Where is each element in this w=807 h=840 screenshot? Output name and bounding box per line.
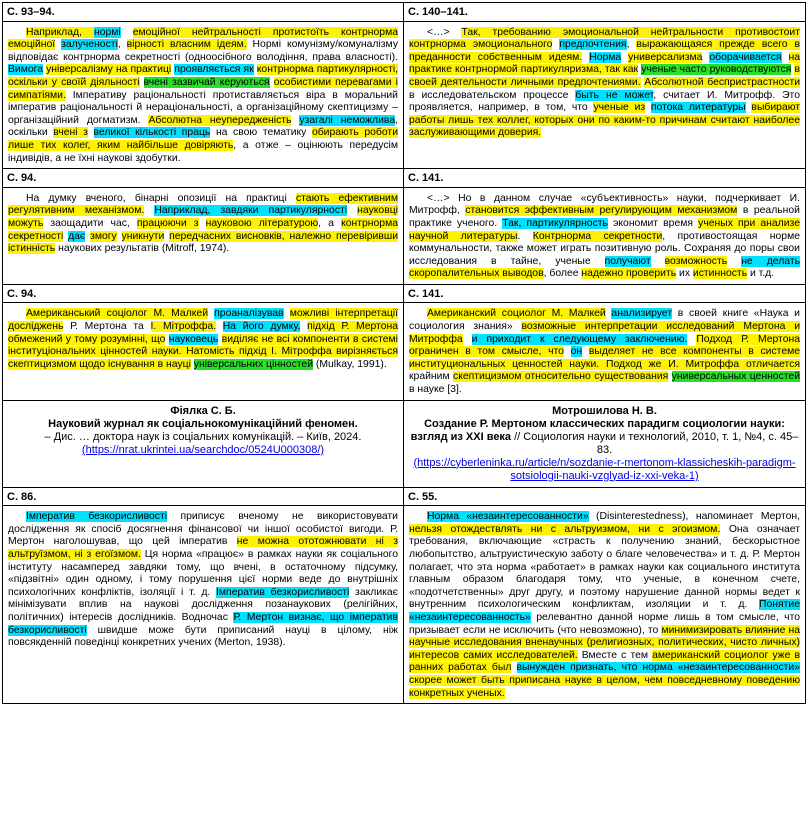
highlighted-fragment: універсальних цінностей (193, 358, 313, 370)
highlighted-fragment: Імператив безкорисливості (216, 586, 350, 598)
text-fragment: наукових результатів (Mitroff, 1974). (55, 243, 230, 255)
highlighted-fragment: Наприклад, завдяки партикулярності (154, 205, 348, 217)
highlighted-fragment: анализирует (611, 308, 673, 320)
highlighted-fragment: универсальных ценностей (671, 371, 801, 383)
text-fragment (199, 218, 206, 229)
highlighted-fragment: вчені з (53, 127, 88, 139)
highlighted-fragment: быть не может (575, 89, 654, 101)
right-source-title: Создание Р. Мертоном классических парадигм социологии науки: взгляд из XXI века (410, 417, 785, 443)
highlighted-fragment: на практике контрнормой партикуляризма, так как (409, 51, 801, 76)
text-fragment: Она означает требования, включающие «страсть к получению знаний, бескорыстное любопытство, альтруистическую заботу о благе человечества» и т. д. Р. Мертон полагает, что эта норма «работает» в рамках науки как социального института главным образом благодаря тому, что ученые, в конечном счете, «подотчетственны» друг другу, и поэтому нарушение данной нормы ведет к внутренним психологическим конфликтам, изоляции и т. д. (409, 523, 800, 611)
highlighted-fragment: Американський соціолог М. Малкей (26, 308, 209, 320)
highlighted-fragment: надежно проверить (581, 268, 677, 280)
text-fragment: закликає мінімізувати вплив на наукові дослідження позанаукових (релігійних, політичних) інтересів дослідників. Водночас (8, 586, 398, 623)
highlighted-fragment: истинность (692, 268, 748, 280)
highlighted-fragment: скептицизмом относительно существования (453, 371, 669, 383)
highlighted-fragment: предпочтения (559, 39, 627, 51)
text-fragment (651, 256, 665, 267)
text-fragment (727, 256, 741, 267)
left-source (3, 400, 404, 487)
highlighted-fragment: выбирают работы лишь тех коллег, которых они по каким-то причинам считают наиболее заслуживающими доверия. (409, 102, 801, 139)
highlighted-fragment: емоційної нейтральності протистоїть контрнорма емоційної (8, 26, 398, 51)
text-fragment: , а отже – оцінюють передусім індивідів, а не їхні наукові здобутки. (8, 139, 398, 164)
highlighted-fragment: Так, партикулярность (502, 217, 608, 229)
highlighted-fragment: Норма «незаинтересованности» (427, 511, 589, 523)
passage-text (409, 511, 800, 700)
comparison-table (2, 2, 806, 704)
header-row-4 (3, 487, 806, 506)
highlighted-fragment: не можна ототожнювати ні з альтруїзмом, ні з егоїзмом. (8, 536, 398, 560)
highlighted-fragment: вірності власним ідеям. (126, 39, 247, 51)
highlighted-fragment: передчасних висновків, належно перевіривши істинність (8, 230, 399, 255)
text-fragment: в своей книге «Наука и социология знания» (409, 308, 800, 333)
text-fragment: , противостоящая норме коммунальности, также может играть позитивную роль. Сохраняя до поры свои исследования в тайне, ученые (409, 230, 801, 267)
header-row-2 (3, 169, 806, 188)
text-fragment (121, 27, 133, 38)
highlighted-fragment: універсалізму на практиці (46, 64, 172, 76)
left-source-details: – Дис. … доктора наук із соціальних комунікацій. – Київ, 2024. (44, 430, 362, 443)
text-fragment (216, 321, 223, 332)
highlighted-fragment: в своей деятельности личными предпочтениями. (409, 64, 801, 88)
text-fragment (582, 346, 589, 357)
right-source-details: // Социология науки и технологий, 2010, т. 1, №4, с. 45–83. (511, 430, 799, 456)
passage-text (8, 511, 398, 650)
left-source-link[interactable]: (https://nrat.ukrintei.ua/searchdoc/0524U000308/) (81, 443, 325, 456)
right-page-ref: С. 141. (404, 169, 806, 188)
header-row-1 (3, 3, 806, 22)
highlighted-fragment: Вимога (8, 64, 43, 76)
highlighted-fragment: универсализма (628, 51, 703, 63)
highlighted-fragment: контрнорма партикулярності, оскільки у своїй діяльності (8, 64, 399, 88)
highlighted-fragment: и приходит к следующему заключению. (471, 333, 688, 345)
text-fragment: Нормі комунізму/комуналізму відповідає контрнорма секретності (одноосібного володіння, права власності). (8, 39, 399, 63)
text-fragment (511, 662, 516, 673)
highlighted-fragment: підхід Р. Мертона обмежений у тому розумінні, що (8, 321, 398, 345)
highlighted-fragment: Подход Р. Мертона ограничен в том смысле, что (409, 333, 800, 358)
text-fragment: На думку вченого, бінарні опозиції на практиці (26, 192, 296, 204)
highlighted-fragment: Наприклад, (26, 26, 94, 38)
text-fragment: , а (318, 217, 342, 229)
body-row-2 (3, 187, 806, 284)
text-fragment: экономит время (607, 217, 699, 229)
left-source-author: Фіялка С. Б. (170, 404, 236, 417)
highlighted-fragment: стають ефективним регулятивним механізмом. (8, 192, 398, 217)
body-row-4 (3, 506, 806, 704)
text-fragment: в исследовательском процессе (409, 89, 576, 101)
passage-text (409, 27, 800, 140)
left-page-ref: С. 94. (3, 169, 404, 188)
text-fragment: в науке [3]. (409, 384, 462, 396)
right-source (404, 400, 806, 487)
highlighted-fragment: виділяє не всі компоненти в системі інституціональних цінностей науки. Натомість підхід І. Мітроффа вирізняється скептицизмом щодо існування в науці (8, 333, 398, 370)
source-row (3, 400, 806, 487)
right-source-link[interactable]: (https://cyberleninka.ru/article/n/sozdanie-r-mertonom-klassicheskih-paradigm-sotsiologii-nauki-vzglyad-iz-xxi-veka-1) (413, 456, 796, 482)
highlighted-fragment: дає (68, 230, 86, 242)
highlighted-fragment: Абсолютна неупередженість (148, 114, 292, 126)
highlighted-fragment: Імператив безкорисливості (26, 511, 168, 523)
highlighted-fragment: проявляється як (174, 64, 254, 76)
text-fragment: Ця норма «працює» в рамках науки як соціального інституту насамперед завдяки тому, що вчені, в остаточному підсумку, «підзвітні» один одному, і тому порушення цієї норми веде до внутрішніх психологічних конфліктів, ізоляції і т. д. (8, 549, 398, 598)
left-passage (3, 21, 404, 169)
text-fragment: их (676, 268, 693, 280)
highlighted-fragment: ученые из (593, 102, 646, 114)
right-passage (404, 303, 806, 400)
passage-text (409, 193, 800, 281)
left-page-ref: С. 94. (3, 284, 404, 303)
highlighted-fragment: великої кількості праць (93, 127, 211, 139)
highlighted-fragment: науковою літературою (205, 217, 319, 229)
passage-text (8, 193, 398, 256)
right-passage (404, 21, 806, 169)
text-fragment (284, 308, 290, 319)
text-fragment (782, 52, 789, 63)
text-fragment: , оскільки (8, 114, 398, 139)
right-page-ref: С. 55. (404, 487, 806, 506)
body-row-1 (3, 21, 806, 169)
highlighted-fragment: обирають роботи лише тих колег, яким найбільше довіряють (8, 127, 399, 151)
highlighted-fragment: выражающаяся прежде всего в преданности собственным идеям. (409, 39, 801, 63)
highlighted-fragment: Понятие «незаинтересованность» (409, 599, 800, 623)
highlighted-fragment: скорее может быть приписана науке в целом, чем повседневному поведению конкретных ученых. (409, 674, 800, 699)
text-fragment: заощадити час, (43, 217, 137, 229)
text-fragment: в реальной практике ученого. (409, 205, 800, 229)
text-fragment: <…> Но в данном случае «субъективность» науки, подчеркивает И. Митрофф, (409, 192, 800, 217)
left-source-title: Науковий журнал як соціальнокомунікаційний феномен. (48, 417, 358, 430)
highlighted-fragment: узагалі неможлива (299, 114, 396, 126)
header-row-3 (3, 284, 806, 303)
right-passage (404, 506, 806, 704)
highlighted-fragment: уникнути (121, 230, 165, 242)
right-page-ref: С. 141. (404, 284, 806, 303)
highlighted-fragment: возможные интерпретации исследований Мертона и Митроффа (409, 321, 800, 345)
highlighted-fragment: особистими перевагами і симпатіями. (8, 76, 398, 101)
highlighted-fragment: получают (604, 255, 651, 267)
highlighted-fragment: нормі (93, 26, 121, 38)
highlighted-fragment: ученых при анализе (698, 217, 800, 229)
highlighted-fragment: Абсолютной беспристрастности (644, 76, 801, 88)
text-fragment: (Disinterestedness), напоминает Мертон, (588, 511, 800, 523)
highlighted-fragment: оборачивается (709, 51, 782, 63)
right-page-ref: С. 140–141. (404, 3, 806, 22)
passage-text (409, 308, 800, 396)
passage-text (8, 308, 398, 371)
highlighted-fragment: працюючи з (136, 217, 199, 229)
highlighted-fragment: залученості (61, 39, 118, 51)
highlighted-fragment: контрнорма секретності (8, 217, 398, 242)
highlighted-fragment: Норма (589, 51, 622, 63)
text-fragment: крайним (409, 371, 454, 383)
highlighted-fragment: научной литературы (409, 230, 518, 242)
text-fragment: релевантно данной норме лишь в том смысле, что призывает если не исключить (что невозможно), то (409, 611, 800, 636)
highlighted-fragment: науковці можуть (8, 205, 398, 229)
text-fragment: , более (543, 268, 582, 280)
highlighted-fragment: потока литературы (650, 102, 746, 114)
text-fragment: швидше може бути приписаний науці в цілому, ніж повсякденній поведінці конкретних учених (Merton, 1938). (8, 624, 398, 649)
text-fragment (88, 127, 94, 138)
text-fragment: , считает И. Митрофф. Это проявляется, например, в том, что (409, 89, 800, 114)
highlighted-fragment: можливі інтерпретації досліджень (8, 308, 398, 333)
highlighted-fragment: Р. Мертон визнає, що імператив безкорисливості (8, 611, 398, 636)
highlighted-fragment: вчені зазвичай керуються (143, 76, 270, 88)
highlighted-fragment: ученые часто руководствуются (641, 64, 792, 76)
text-fragment (117, 231, 122, 242)
text-fragment: , (626, 39, 637, 51)
highlighted-fragment: І. Мітроффа. (150, 321, 217, 333)
text-fragment (687, 334, 696, 345)
text-fragment: . (517, 230, 533, 242)
highlighted-fragment: возможность (664, 255, 728, 267)
highlighted-fragment: минимизировать влияние на научные исследования вненаучных (религиозных, политических, чисто личных) интересов самих исследователей. (409, 624, 800, 661)
text-fragment (564, 346, 571, 357)
highlighted-fragment: проаналізував (214, 308, 284, 320)
left-page-ref: С. 86. (3, 487, 404, 506)
highlighted-fragment: вынужден признать, что норма «незаинтересованности» (516, 662, 801, 674)
text-fragment: приписує вченому не використовувати дослідження як спосіб досягнення фінансової чи іншої особистої вигоди. Р. Мертон наголошував, що цей імператив (8, 511, 398, 548)
highlighted-fragment: На його думку, (222, 321, 301, 333)
highlighted-fragment: он (570, 346, 583, 358)
right-passage (404, 187, 806, 284)
text-fragment (144, 205, 154, 216)
highlighted-fragment: становится эффективным регулирующим механизмом (465, 205, 738, 217)
text-fragment: и т.д. (747, 268, 775, 280)
passage-text (8, 27, 398, 166)
right-source-author: Мотрошилова Н. В. (552, 404, 657, 417)
text-fragment (463, 334, 472, 345)
highlighted-fragment: выделяет не все компоненты в системе институциональных ценностей науки. Подход же И. Митроффа отличается (409, 346, 801, 370)
text-fragment (347, 205, 357, 216)
text-fragment: на свою тематику (210, 127, 312, 139)
left-passage (3, 506, 404, 704)
highlighted-fragment: змогу (90, 230, 117, 242)
text-fragment: Вместе с тем (577, 649, 653, 661)
highlighted-fragment: американский социолог уже в ранних работах был (409, 649, 801, 674)
highlighted-fragment: науковець (168, 333, 219, 345)
highlighted-fragment: не делать (741, 255, 801, 267)
left-passage (3, 187, 404, 284)
highlighted-fragment: Контрнорма секретности (532, 230, 663, 242)
text-fragment: Р. Мертона та (63, 321, 151, 333)
left-passage (3, 303, 404, 400)
text-fragment: Імперативу раціональності протиставляється віра в моральний імператив раціональності й нераціональності, а організаційному скептицизму – організаційний догматизм. (8, 89, 398, 126)
text-fragment: <…> (427, 26, 462, 38)
text-fragment: , (117, 39, 127, 51)
text-fragment: (Mulkay, 1991). (313, 358, 387, 370)
highlighted-fragment: Так, требованию эмоциональной нейтральности противостоит контрнорма эмоционального (409, 26, 800, 51)
left-page-ref: С. 93–94. (3, 3, 404, 22)
highlighted-fragment: скоропалительных выводов (409, 268, 544, 280)
highlighted-fragment: Американский социолог М. Малкей (427, 308, 606, 320)
body-row-3 (3, 303, 806, 400)
highlighted-fragment: нельзя отождествлять ни с альтруизмом, ни с эгоизмом. (409, 523, 721, 535)
